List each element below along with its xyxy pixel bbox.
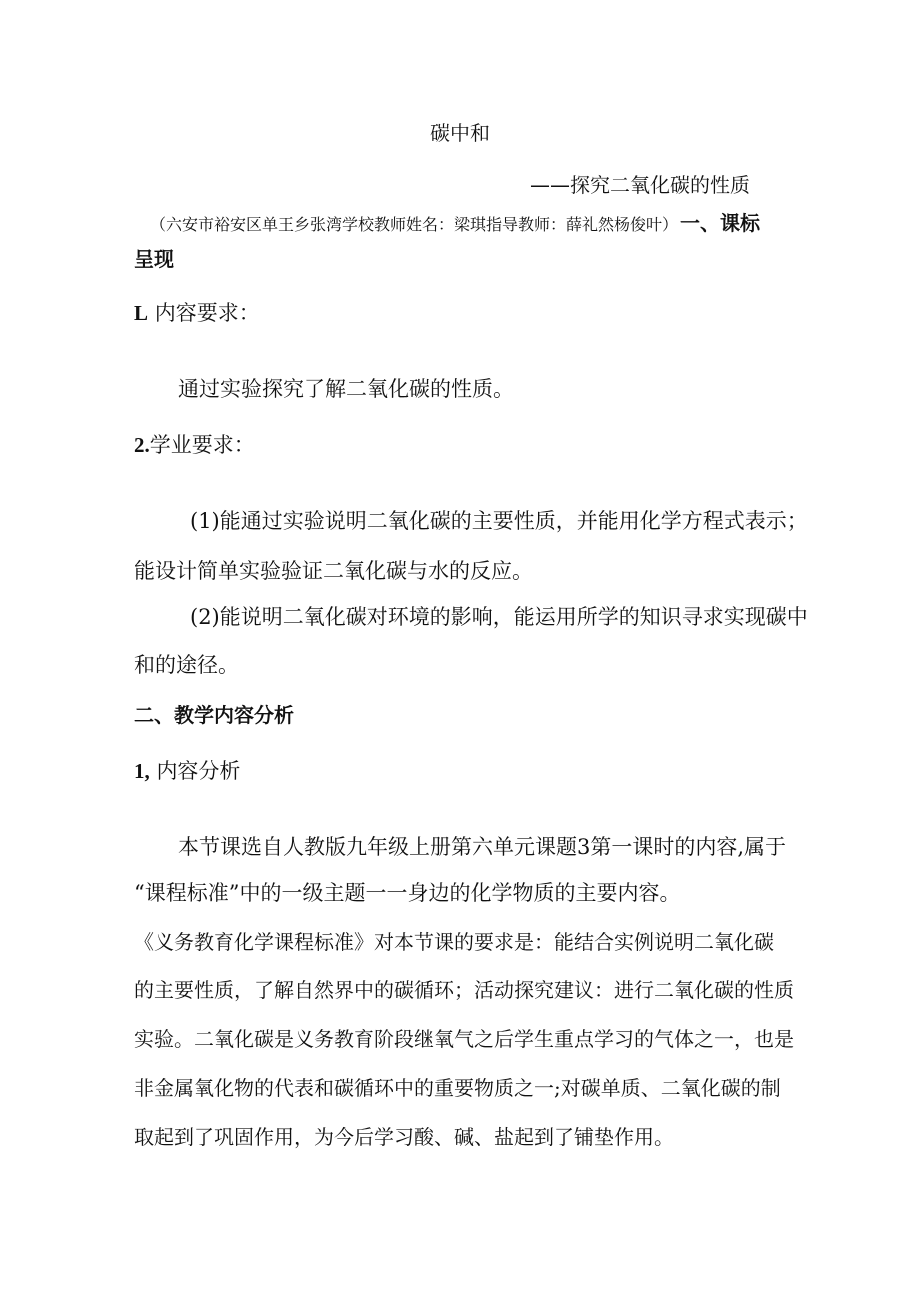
item3-heading bbox=[134, 756, 240, 786]
item3-label: 内容分析 bbox=[156, 759, 241, 783]
paragraph1-line2: “课程标准”中的一级主题一一身边的化学物质的主要内容。 bbox=[134, 881, 681, 905]
item2-number: 2. bbox=[134, 433, 150, 457]
document-subtitle: ——探究二氧化碳的性质 bbox=[530, 173, 750, 197]
document-title: 碳中和 bbox=[430, 121, 490, 145]
paragraph2-line1: 《义务教育化学课程标准》对本节课的要求是：能结合实例说明二氧化碳 bbox=[134, 930, 774, 954]
paragraph2-line3: 实验。二氧化碳是义务教育阶段继氧气之后学生重点学习的气体之一，也是 bbox=[134, 1027, 794, 1051]
paragraph2-line2: 的主要性质，了解自然界中的碳循环；活动探究建议：进行二氧化碳的性质 bbox=[134, 978, 794, 1002]
item1-label: 内容要求： bbox=[154, 301, 260, 325]
author-info: （六安市裕安区单王乡张湾学校教师姓名：梁琪指导教师：薛礼然杨俊叶） bbox=[150, 215, 679, 234]
requirement1-line2: 能设计简单实验验证二氧化碳与水的反应。 bbox=[134, 559, 533, 583]
requirement2-line2: 和的途径。 bbox=[134, 653, 239, 677]
item2-label: 学业要求： bbox=[149, 433, 255, 457]
item3-number: 1, bbox=[134, 759, 150, 783]
item2-heading bbox=[134, 430, 255, 460]
section1-heading-end: 呈现 bbox=[134, 247, 174, 271]
paragraph2-line5: 取起到了巩固作用，为今后学习酸、碱、盐起到了铺垫作用。 bbox=[134, 1125, 674, 1149]
section2-heading: 二、教学内容分析 bbox=[134, 703, 294, 727]
section1-heading-start: 一、课标 bbox=[680, 211, 761, 235]
author-info-line bbox=[150, 208, 760, 240]
requirement1-line1: (1)能通过实验说明二氧化碳的主要性质，并能用化学方程式表示； bbox=[190, 509, 808, 533]
item1-text: 通过实验探究了解二氧化碳的性质。 bbox=[178, 377, 514, 401]
item1-heading bbox=[134, 298, 260, 328]
item1-number: L bbox=[134, 301, 149, 325]
requirement2-line1: (2)能说明二氧化碳对环境的影响，能运用所学的知识寻求实现碳中 bbox=[190, 605, 808, 629]
paragraph1-line1: 本节课选自人教版九年级上册第六单元课题3第一课时的内容,属于 bbox=[178, 835, 787, 859]
paragraph2-line4: 非金属氧化物的代表和碳循环中的重要物质之一;对碳单质、二氧化碳的制 bbox=[134, 1076, 781, 1100]
